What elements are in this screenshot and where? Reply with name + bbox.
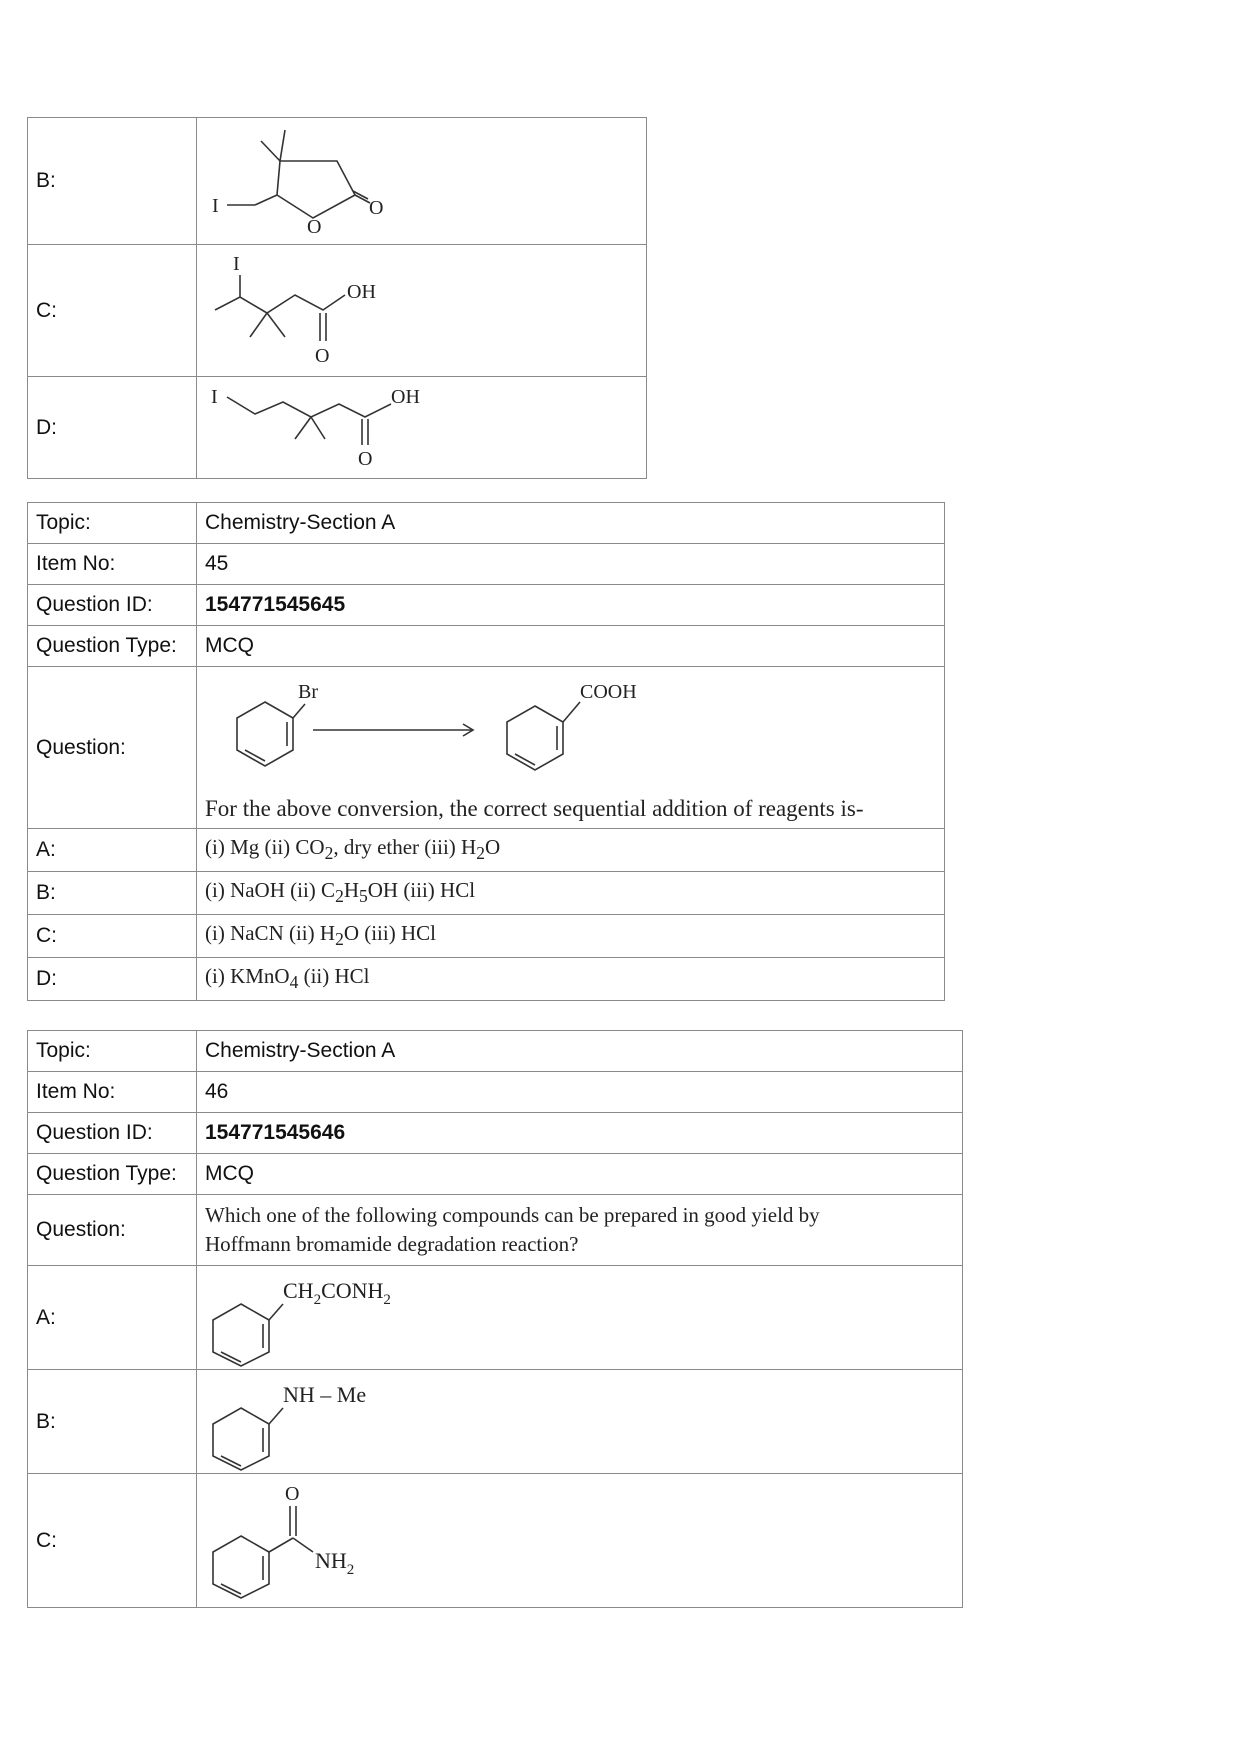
benzamide-structure [205, 1478, 465, 1603]
option-c-text: (i) NaCN (ii) $H_2O$ (iii) HCl [197, 915, 945, 958]
phenylacetamide-structure [205, 1268, 465, 1368]
topic-label: Topic: [28, 503, 197, 544]
question-46-table [27, 1030, 963, 1608]
bromo-substituent: Br [298, 680, 318, 703]
iodine-label: I [212, 195, 219, 217]
topic-value: Chemistry-Section A [197, 503, 945, 544]
question-id-value: 154771545645 [197, 585, 945, 626]
option-b-structure [197, 1370, 963, 1474]
carbonyl-oxygen-label: O [358, 448, 373, 470]
option-b-text: (i) NaOH (ii) $C_2H_5OH$ (iii) HCl [197, 872, 945, 915]
question-id-value: 154771545646 [197, 1113, 963, 1154]
question-type-value: MCQ [197, 626, 945, 667]
question-type-value: MCQ [197, 1154, 963, 1195]
question-text: For the above conversion, the correct sequential addition of reagents is- [205, 795, 864, 821]
carbonyl-oxygen-label: O [315, 345, 330, 367]
substituent-label: $CH_2CONH_2$ [283, 1277, 391, 1308]
option-a-text: (i) Mg (ii) $CO_2$, dry ether (iii) $H_2O$ [197, 829, 945, 872]
item-no-value: 45 [197, 544, 945, 585]
option-label: C: [28, 245, 197, 377]
option-label: B: [28, 1370, 197, 1474]
option-a-structure [197, 1266, 963, 1370]
topic-label: Topic: [28, 1031, 197, 1072]
option-structure-d [197, 377, 647, 479]
option-label: B: [28, 118, 197, 245]
acid-d-structure [205, 377, 465, 472]
option-label: A: [28, 1266, 197, 1370]
option-label: B: [28, 872, 197, 915]
question-type-label: Question Type: [28, 626, 197, 667]
question-body [197, 667, 945, 829]
option-label: C: [28, 1474, 197, 1608]
option-label: A: [28, 829, 197, 872]
question-45-table [27, 502, 945, 1001]
option-structure-c [197, 245, 647, 377]
option-label: D: [28, 958, 197, 1001]
hydroxyl-label: OH [347, 281, 376, 303]
iodine-label: I [211, 386, 218, 408]
item-no-label: Item No: [28, 1072, 197, 1113]
option-label: C: [28, 915, 197, 958]
option-label: D: [28, 377, 197, 479]
question-id-label: Question ID: [28, 585, 197, 626]
amino-label: $NH_2$ [315, 1548, 355, 1578]
prev-question-table [27, 117, 647, 479]
topic-value: Chemistry-Section A [197, 1031, 963, 1072]
n-methylaniline-structure [205, 1372, 465, 1472]
acid-c-structure [205, 245, 465, 370]
conversion-scheme [205, 674, 925, 784]
option-d-text: (i) KMnO$_4$ (ii) HCl [197, 958, 945, 1001]
question-type-label: Question Type: [28, 1154, 197, 1195]
carbonyl-oxygen-label: O [285, 1483, 300, 1505]
carboxyl-substituent: COOH [580, 680, 637, 703]
option-c-structure [197, 1474, 963, 1608]
option-structure-b [197, 118, 647, 245]
carbonyl-oxygen-label: O [369, 197, 384, 219]
hydroxyl-label: OH [391, 386, 420, 408]
item-no-value: 46 [197, 1072, 963, 1113]
item-no-label: Item No: [28, 544, 197, 585]
question-text: Which one of the following compounds can be prepared in good yield by Hoffmann bromamide degradation reaction? [197, 1195, 963, 1266]
ring-oxygen-label: O [307, 216, 322, 238]
question-label: Question: [28, 667, 197, 829]
question-id-label: Question ID: [28, 1113, 197, 1154]
lactone-structure [205, 118, 465, 238]
substituent-label: NH – Me [283, 1381, 367, 1407]
iodine-label: I [233, 253, 240, 275]
question-label: Question: [28, 1195, 197, 1266]
